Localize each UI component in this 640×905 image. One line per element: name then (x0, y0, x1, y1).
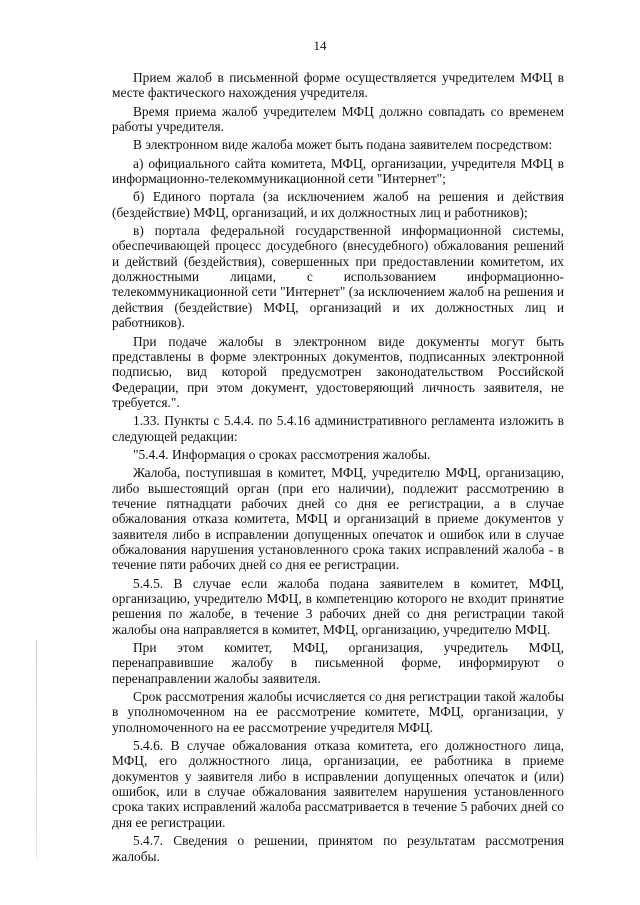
paragraph: Срок рассмотрения жалобы исчисляется со дня регистрации такой жалобы в уполномоченном на ее рассмотрение комитете, МФЦ, организации, у уполномоченного на ее рассмотрение учредителя МФЦ. (112, 689, 564, 735)
paragraph: а) официального сайта комитета, МФЦ, организации, учредителя МФЦ в информационно-телекоммуникационной сети "Интернет"; (112, 155, 564, 187)
paragraph: При этом комитет, МФЦ, организация, учредитель МФЦ, перенаправившие жалобу в письменной форме, информируют о перенаправлении жалобы заявителя. (112, 640, 564, 686)
document-body (112, 70, 564, 867)
paragraph: Время приема жалоб учредителем МФЦ должно совпадать со временем работы учредителя. (112, 103, 564, 135)
paragraph: 5.4.7. Сведения о решении, принятом по результатам рассмотрения жалобы. (112, 833, 564, 864)
paragraph: В электронном виде жалоба может быть подана заявителем посредством: (133, 137, 553, 153)
page-number: 14 (313, 38, 327, 53)
paragraph: Прием жалоб в письменной форме осуществляется учредителем МФЦ в месте фактического нахождения учредителя. (112, 70, 564, 101)
scan-edge-line (36, 640, 37, 860)
paragraph: 1.33. Пункты с 5.4.4. по 5.4.16 административного регламента изложить в следующей редакции: (112, 413, 564, 444)
paragraph: Жалоба, поступившая в комитет, МФЦ, учредителю МФЦ, организацию, либо вышестоящий орган (при его наличии), подлежит рассмотрению в течение пятнадцати рабочих дней со дня ее регистрации, а в случае обжалования отказа комитета, МФЦ и организаций в приеме документов у заявителя либо в исправлении допущенных опечаток и ошибок или в случае обжалования нарушения установленного срока таких исправлений жалоба - в течение пяти рабочих дней со дня ее регистрации. (112, 465, 564, 573)
paragraph: "5.4.4. Информация о сроках рассмотрения жалобы. (133, 446, 431, 462)
paragraph: в) портала федеральной государственной информационной системы, обеспечивающей процесс досудебного (внесудебного) обжалования решений и действий (бездействия), совершенных при предоставлении комитетом, их должностными лицами, с использованием информационно-телекоммуникационной сети "Интернет" (за исключением жалоб на решения и действия (бездействие) МФЦ, организаций и их должностных лиц и работников). (112, 223, 564, 331)
paragraph: 5.4.5. В случае если жалоба подана заявителем в комитет, МФЦ, организацию, учредителю МФЦ, в компетенцию которого не входит принятие решения по жалобе, в течение 3 рабочих дней со дня регистрации такой жалобы она направляется в комитет, МФЦ, организацию, учредителю МФЦ. (112, 575, 564, 637)
paragraph: б) Единого портала (за исключением жалоб на решения и действия (бездействие) МФЦ, организаций, и их должностных лиц и работников); (112, 189, 564, 220)
paragraph: При подаче жалобы в электронном виде документы могут быть представлены в форме электронных документов, подписанных электронной подписью, вид которой предусмотрен законодательством Российской Федерации, при этом документ, удостоверяющий личность заявителя, не требуется.". (112, 333, 564, 410)
paragraph: 5.4.6. В случае обжалования отказа комитета, его должностного лица, МФЦ, его должностного лица, организации, ее работника в приеме документов у заявителя либо в исправлении допущенных опечаток и (или) ошибок, или в случае обжалования заявителем нарушения установленного срока таких исправлений жалоба рассматривается в течение 5 рабочих дней со дня ее регистрации. (112, 738, 564, 830)
